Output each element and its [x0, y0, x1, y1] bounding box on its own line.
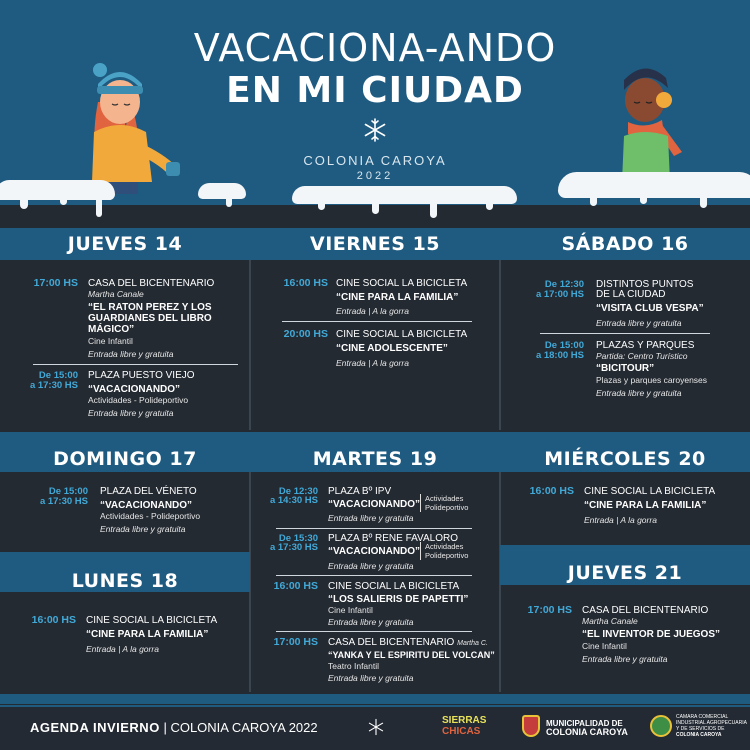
day-number: 18 [150, 570, 179, 592]
city-name: COLONIA CAROYA [303, 153, 447, 168]
snow-drip [372, 198, 379, 214]
footer [0, 705, 750, 750]
event-time-start: De 15:00 [38, 370, 78, 381]
event-title: “VACACIONANDO” [328, 546, 421, 557]
logo-line: CAMARA COMERCIAL [676, 714, 729, 720]
event-sub: Martha Canale [88, 289, 144, 299]
day-number: 17 [169, 448, 197, 470]
event-separator [276, 631, 472, 632]
title-line-2: EN MI CIUDAD [226, 70, 524, 111]
logo-line: COLONIA CAROYA [546, 727, 628, 737]
event-place: CINE SOCIAL LA BICICLETA [584, 486, 716, 497]
event-title: “VACACIONANDO” [100, 500, 193, 511]
boy-illustration [600, 62, 695, 187]
event-time: 17:00 HS [527, 604, 572, 616]
snow-drip [590, 192, 597, 206]
chamber-logo-icon [650, 715, 672, 737]
event-title: “VISITA CLUB VESPA” [596, 303, 704, 314]
event-time-end: a 17:00 HS [535, 289, 584, 300]
event-desc-line2: Polideportivo [425, 551, 469, 560]
day-name: SÁBADO [561, 233, 654, 255]
event-title: “EL RATON PEREZ Y LOS GUARDIANES DEL LIBRO MÁGICO” [88, 302, 212, 335]
logo-line: MUNICIPALIDAD DE [546, 719, 623, 728]
event-place: CINE SOCIAL LA BICICLETA [328, 581, 460, 592]
event-desc: Actividades - Polideportivo [88, 395, 189, 405]
event-time: 20:00 HS [283, 328, 328, 340]
snow-right [558, 172, 750, 198]
event-desc: Cine Infantil [88, 336, 133, 346]
event-time-start: De 15:00 [48, 486, 88, 497]
event-place: DISTINTOS PUNTOS [596, 279, 694, 290]
logo-line: COLONIA CAROYA [676, 732, 722, 738]
footer-title [30, 720, 318, 735]
column-divider [249, 260, 251, 430]
event-desc-line1: Actividades [425, 542, 464, 551]
column-divider [499, 260, 501, 430]
girl-illustration [80, 62, 195, 197]
event-note: Entrada libre y gratuita [596, 388, 682, 398]
event-note: Entrada libre y gratuita [328, 561, 414, 571]
event-note: Entrada | A la gorra [584, 515, 657, 525]
event-place: CINE SOCIAL LA BICICLETA [336, 278, 468, 289]
day-header-martes-19 [250, 448, 500, 470]
snow-drip [60, 195, 67, 205]
logo-line: CHICAS [442, 726, 481, 737]
event-place: PLAZAS Y PARQUES [596, 340, 695, 351]
event-place [328, 637, 488, 649]
event-title: “BICITOUR” [596, 363, 655, 374]
event-note: Entrada libre y gratuita [596, 318, 682, 328]
event-time-end: a 18:00 HS [535, 350, 584, 361]
event-time: 16:00 HS [529, 485, 574, 497]
event-place: PLAZA DEL VÉNETO [100, 486, 197, 497]
snow-drip [96, 195, 102, 217]
event-time: 16:00 HS [31, 614, 76, 626]
event-title: “CINE PARA LA FAMILIA” [336, 292, 459, 303]
day-name: MIÉRCOLES [544, 448, 672, 470]
event-place: CASA DEL BICENTENARIO [582, 605, 709, 616]
event-time: 16:00 HS [273, 580, 318, 592]
day-number: 21 [654, 562, 683, 584]
event-separator [276, 575, 472, 576]
event-desc: Cine Infantil [328, 605, 373, 615]
event-desc: Plazas y parques caroyenses [596, 375, 708, 385]
event-place-line2: DE LA CIUDAD [596, 289, 666, 300]
event-note: Entrada libre y gratuita [328, 673, 414, 683]
event-place: CINE SOCIAL LA BICICLETA [86, 615, 218, 626]
event-place: CASA DEL BICENTENARIO [88, 278, 215, 289]
event-time: 17:00 HS [33, 277, 78, 289]
day-header-miercoles-20 [500, 448, 750, 470]
event-note: Entrada libre y gratuita [88, 349, 174, 359]
day-header-domingo-17 [0, 448, 250, 470]
event-note: Entrada libre y gratuita [582, 654, 668, 664]
day-name: MARTES [312, 448, 403, 470]
event-time-end: a 17:30 HS [29, 380, 78, 391]
event-time: 16:00 HS [283, 277, 328, 289]
event-separator [540, 333, 710, 334]
municipality-shield-icon [522, 715, 540, 737]
event-note: Entrada | A la gorra [336, 306, 409, 316]
event-title: “CINE ADOLESCENTE” [336, 343, 448, 354]
event-separator [276, 528, 472, 529]
event-desc: Teatro Infantil [328, 661, 380, 671]
day-header-jueves-14 [0, 233, 250, 255]
day-name: VIERNES [309, 233, 406, 255]
event-note: Entrada libre y gratuita [328, 617, 414, 627]
day-number: 16 [661, 233, 689, 255]
municipality-logo-text [546, 719, 628, 737]
day-name: LUNES [71, 570, 144, 592]
event-note: Entrada libre y gratuita [328, 513, 414, 523]
snowflake-icon [362, 117, 388, 143]
day-name: JUEVES [567, 562, 648, 584]
event-note: Entrada libre y gratuita [100, 524, 186, 534]
day-header-jueves-21 [500, 562, 750, 584]
sierras-chicas-logo [442, 715, 486, 737]
agenda-label: AGENDA INVIERNO [30, 720, 160, 735]
event-note: Entrada | A la gorra [336, 358, 409, 368]
day-number: 20 [678, 448, 706, 470]
event-time-end: a 17:30 HS [39, 496, 88, 507]
snow-drip [640, 192, 647, 204]
event-place: PLAZA Bº RENE FAVALORO [328, 533, 458, 544]
title-line-1: VACACIONA-ANDO [193, 26, 557, 70]
snowflake-icon [367, 718, 385, 736]
snow-drip [700, 192, 707, 208]
snow-center [292, 186, 517, 204]
event-note: Entrada | A la gorra [86, 644, 159, 654]
event-sub: Martha Canale [582, 616, 638, 626]
event-desc [420, 542, 468, 560]
snow-drip [318, 198, 325, 210]
event-sub: Martha C. [457, 640, 488, 647]
day-number: 19 [409, 448, 438, 470]
snow-drip [430, 198, 437, 218]
event-note: Entrada libre y gratuita [88, 408, 174, 418]
event-desc: Cine Infantil [582, 641, 627, 651]
event-desc-line2: Polideportivo [425, 503, 469, 512]
logo-line: Y DE SERVICIOS DE [676, 726, 725, 732]
snow-small [198, 183, 246, 199]
event-time-start: De 12:30 [278, 486, 318, 497]
day-name: DOMINGO [53, 448, 163, 470]
event-time-end: a 14:30 HS [269, 495, 318, 506]
event-title: “LOS SALIERIS DE PAPETTI” [328, 594, 469, 605]
snow-drip [226, 195, 232, 207]
event-title: “VACACIONANDO” [328, 499, 421, 510]
day-name: JUEVES [67, 233, 148, 255]
event-place: PLAZA Bº IPV [328, 486, 392, 497]
event-desc [420, 494, 468, 512]
event-time-start: De 15:00 [544, 340, 584, 351]
event-title: “EL INVENTOR DE JUEGOS” [582, 629, 720, 640]
event-time-start: De 15:30 [278, 533, 318, 544]
event-separator [282, 321, 472, 322]
event-place: PLAZA PUESTO VIEJO [88, 370, 195, 381]
snow-drip [486, 198, 493, 210]
year: 2022 [356, 170, 394, 182]
event-separator [33, 364, 238, 365]
snow-drip [20, 195, 28, 209]
day-header-lunes-18 [0, 570, 250, 592]
day-number: 14 [154, 233, 183, 255]
footer-place: COLONIA CAROYA 2022 [170, 720, 318, 735]
event-time-start: De 12:30 [544, 279, 584, 290]
logo-line: INDUSTRIAL AGROPECUARIA [676, 720, 747, 726]
event-place-text: CASA DEL BICENTENARIO [328, 637, 455, 648]
event-time-end: a 17:30 HS [269, 542, 318, 553]
event-sub: Partida: Centro Turístico [596, 351, 688, 361]
event-title: “CINE PARA LA FAMILIA” [584, 500, 707, 511]
footer-divider: | [163, 720, 167, 735]
day-header-sabado-16 [500, 233, 750, 255]
day-header-viernes-15 [250, 233, 500, 255]
bottom-band [0, 694, 750, 704]
event-place: CINE SOCIAL LA BICICLETA [336, 329, 468, 340]
chamber-logo-text [676, 714, 747, 738]
event-title: “VACACIONANDO” [88, 384, 181, 395]
header [0, 0, 750, 205]
logo-line: SIERRAS [442, 715, 487, 726]
event-title: “CINE PARA LA FAMILIA” [86, 629, 209, 640]
event-time: 17:00 HS [273, 636, 318, 648]
event-title: “YANKA Y EL ESPIRITU DEL VOLCAN” [328, 650, 495, 660]
day-number: 15 [412, 233, 441, 255]
event-desc-line1: Actividades [425, 494, 464, 503]
event-desc: Actividades - Polideportivo [100, 511, 201, 521]
